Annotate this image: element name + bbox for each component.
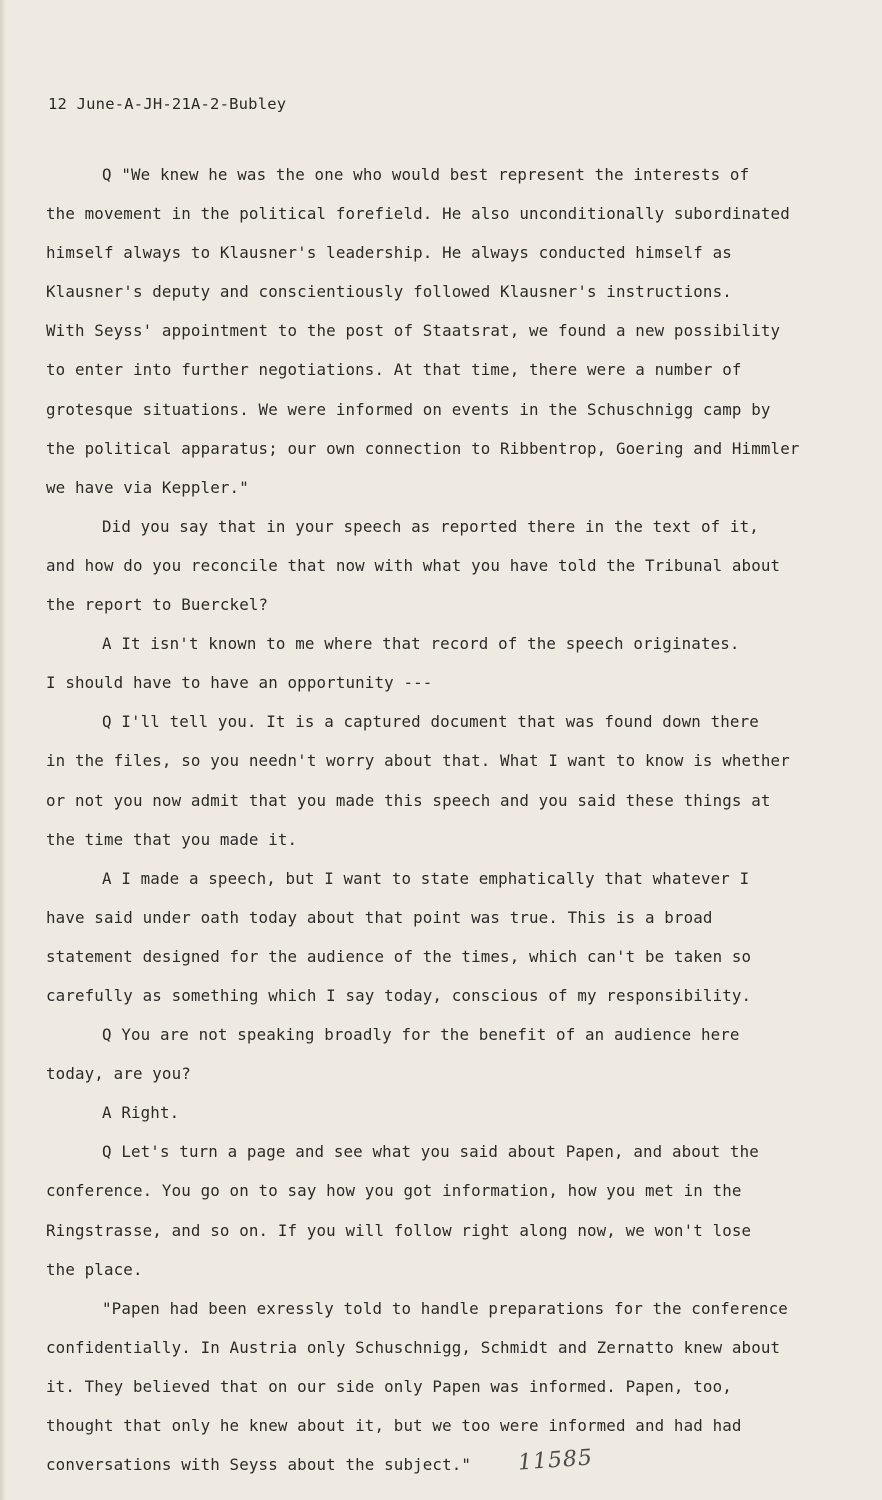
transcript-line: A It isn't known to me where that record of the speech originates. <box>102 634 740 654</box>
transcript-line: the report to Buerckel? <box>46 595 269 615</box>
transcript-line: to enter into further negotiations. At that time, there were a number of <box>46 360 742 380</box>
transcript-line: Ringstrasse, and so on. If you will follow right along now, we won't lose <box>46 1220 752 1240</box>
transcript-line: A Right. <box>102 1103 180 1123</box>
transcript-line: "Papen had been exressly told to handle preparations for the conference <box>102 1298 788 1318</box>
transcript-line: have said under oath today about that point was true. This is a broad <box>46 907 713 927</box>
transcript-line: it. They believed that on our side only Papen was informed. Papen, too, <box>46 1376 732 1396</box>
transcript-body <box>46 155 836 1484</box>
transcript-line: today, are you? <box>46 1064 191 1084</box>
transcript-line: the political apparatus; our own connection to Ribbentrop, Goering and Himmler <box>46 438 800 458</box>
transcript-line: carefully as something which I say today, conscious of my responsibility. <box>46 985 752 1005</box>
transcript-line: the place. <box>46 1259 143 1279</box>
transcript-line: statement designed for the audience of the times, which can't be taken so <box>46 946 752 966</box>
transcript-line: the movement in the political forefield. He also unconditionally subordinated <box>46 204 790 224</box>
transcript-line: we have via Keppler." <box>46 477 249 497</box>
transcript-line: conference. You go on to say how you got information, how you met in the <box>46 1181 742 1201</box>
transcript-line: A I made a speech, but I want to state emphatically that whatever I <box>102 868 750 888</box>
transcript-line: Q You are not speaking broadly for the benefit of an audience here <box>102 1025 740 1045</box>
document-reference-header: 12 June-A-JH-21A-2-Bubley <box>48 95 287 113</box>
transcript-line: or not you now admit that you made this speech and you said these things at <box>46 790 771 810</box>
transcript-line: Q I'll tell you. It is a captured document that was found down there <box>102 712 759 732</box>
handwritten-page-number: 11585 <box>517 1445 594 1476</box>
transcript-line: Klausner's deputy and conscientiously followed Klausner's instructions. <box>46 282 732 302</box>
transcript-line: grotesque situations. We were informed on events in the Schuschnigg camp by <box>46 399 771 419</box>
transcript-line: confidentially. In Austria only Schuschnigg, Schmidt and Zernatto knew about <box>46 1337 781 1357</box>
transcript-line: himself always to Klausner's leadership. He always conducted himself as <box>46 243 732 263</box>
transcript-line: Q "We knew he was the one who would best represent the interests of <box>102 165 750 184</box>
transcript-line: the time that you made it. <box>46 829 298 849</box>
transcript-line: I should have to have an opportunity --- <box>46 673 433 693</box>
transcript-line: in the files, so you needn't worry about that. What I want to know is whether <box>46 751 790 771</box>
transcript-line: conversations with Seyss about the subject." <box>46 1455 472 1475</box>
transcript-line: and how do you reconcile that now with what you have told the Tribunal about <box>46 555 781 575</box>
transcript-line: With Seyss' appointment to the post of Staatsrat, we found a new possibility <box>46 321 781 341</box>
transcript-line: Q Let's turn a page and see what you said about Papen, and about the <box>102 1142 759 1162</box>
transcript-line: Did you say that in your speech as reported there in the text of it, <box>102 516 759 536</box>
transcript-line: thought that only he knew about it, but we too were informed and had had <box>46 1416 742 1435</box>
